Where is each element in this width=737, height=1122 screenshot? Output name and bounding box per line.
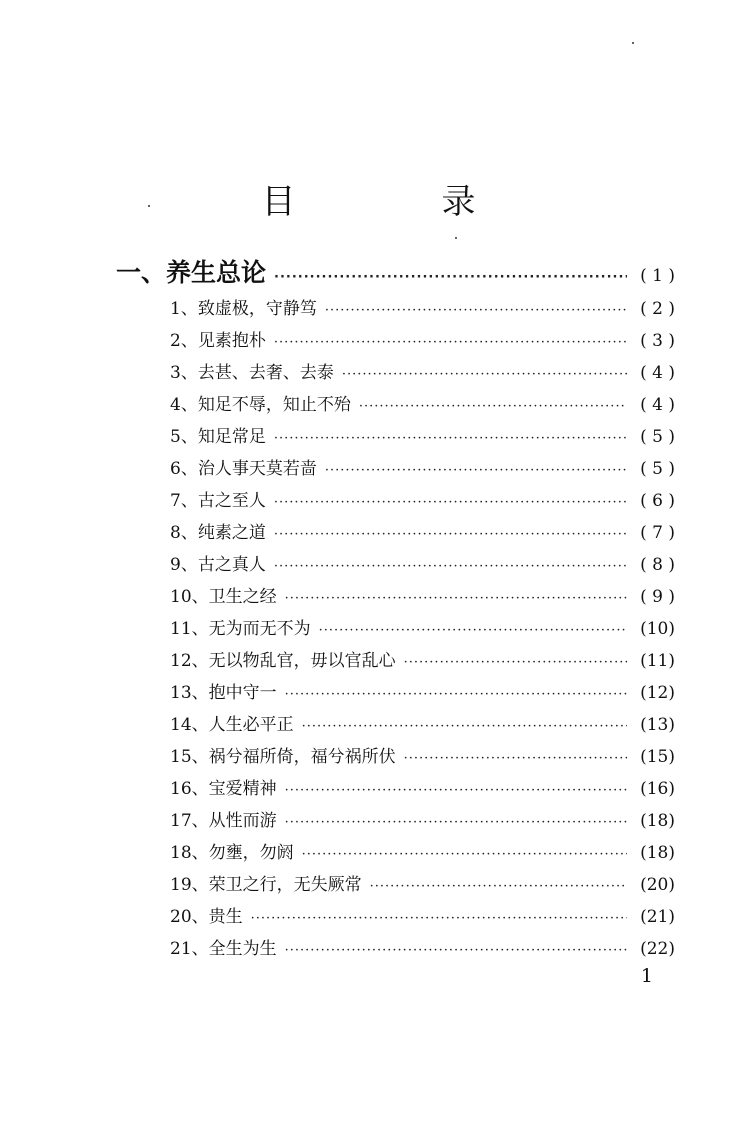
leader-dots — [251, 912, 627, 925]
toc-entry-label: 7、古之至人 — [170, 491, 266, 511]
toc-entry-label: 1、致虚极，守静笃 — [170, 299, 317, 319]
toc-entry-page: ( 4 ) — [640, 363, 675, 383]
leader-dots — [274, 528, 627, 541]
toc-entry-label: 6、治人事天莫若啬 — [170, 459, 317, 479]
toc-entry[interactable] — [170, 390, 675, 415]
toc-entry[interactable] — [170, 934, 675, 959]
toc-entry-page: (15) — [640, 747, 675, 767]
toc-entry-page: (12) — [640, 683, 675, 703]
scan-speck — [632, 42, 634, 44]
toc-entry-page: ( 2 ) — [640, 299, 675, 319]
leader-dots — [319, 624, 627, 637]
toc-entry-label: 10、卫生之经 — [170, 587, 277, 607]
toc-chapter-label: 一、养生总论 — [116, 258, 267, 287]
toc-entry[interactable] — [170, 358, 675, 383]
toc-entry[interactable] — [170, 582, 675, 607]
toc-entry[interactable] — [170, 742, 675, 767]
toc-entry-label: 13、抱中守一 — [170, 683, 277, 703]
leader-dots — [302, 848, 627, 861]
toc-entry-page: (13) — [640, 715, 675, 735]
leader-dots — [370, 880, 627, 893]
leader-dots — [274, 432, 627, 445]
toc-entry-label: 5、知足常足 — [170, 427, 266, 447]
toc-entry-label: 11、无为而无不为 — [170, 619, 311, 639]
scan-speck — [148, 205, 150, 207]
leader-dots — [285, 784, 627, 797]
toc-entry-page: ( 5 ) — [640, 459, 675, 479]
toc-entry-label: 12、无以物乱官，毋以官乱心 — [170, 651, 396, 671]
toc-entry-label: 2、见素抱朴 — [170, 331, 266, 351]
toc-entry-page: (18) — [640, 811, 675, 831]
leader-dots — [274, 336, 627, 349]
leader-dots — [325, 464, 627, 477]
toc-entry-page: ( 9 ) — [640, 587, 675, 607]
toc-entry[interactable] — [170, 326, 675, 351]
leader-dots — [404, 656, 627, 669]
toc-entry[interactable] — [170, 422, 675, 447]
toc-entry[interactable] — [170, 870, 675, 895]
toc-entry[interactable] — [170, 902, 675, 927]
toc-entry[interactable] — [170, 614, 675, 639]
toc-entry[interactable] — [170, 550, 675, 575]
toc-entry[interactable] — [170, 646, 675, 671]
leader-dots — [285, 592, 627, 605]
toc-entry-page: (20) — [640, 875, 675, 895]
toc-entry-page: (22) — [640, 939, 675, 959]
toc-entry-label: 21、全生为生 — [170, 939, 277, 959]
toc-entry[interactable] — [170, 518, 675, 543]
toc-entry-page: (21) — [640, 907, 675, 927]
leader-dots — [342, 368, 627, 381]
toc-entry-label: 3、去甚、去奢、去泰 — [170, 363, 334, 383]
leader-dots — [274, 496, 627, 509]
toc-entry-label: 16、宝爱精神 — [170, 779, 277, 799]
leader-dots — [325, 304, 627, 317]
toc-entry-label: 18、勿壅，勿阏 — [170, 843, 294, 863]
toc-entry[interactable] — [170, 486, 675, 511]
toc-entry-page: ( 4 ) — [640, 395, 675, 415]
toc-entry-page: (10) — [640, 619, 675, 639]
toc-entry[interactable] — [170, 678, 675, 703]
toc-entry[interactable] — [170, 454, 675, 479]
toc-entry-page: (11) — [640, 651, 675, 671]
toc-chapter[interactable] — [116, 253, 675, 289]
scan-speck — [455, 237, 457, 239]
leader-dots — [404, 752, 627, 765]
toc-entry[interactable] — [170, 774, 675, 799]
toc-entry-label: 14、人生必平正 — [170, 715, 294, 735]
leader-dots — [302, 720, 627, 733]
toc-entry-label: 15、祸兮福所倚，福兮祸所伏 — [170, 747, 396, 767]
toc-entry-label: 4、知足不辱，知止不殆 — [170, 395, 351, 415]
toc-entry-label: 19、荣卫之行，无失厥常 — [170, 875, 362, 895]
leader-dots — [274, 271, 627, 284]
leader-dots — [285, 816, 627, 829]
toc-entry-page: ( 3 ) — [640, 331, 675, 351]
toc-entry-label: 9、古之真人 — [170, 555, 266, 575]
page-number: 1 — [640, 965, 653, 987]
toc-entry-page: ( 7 ) — [640, 523, 675, 543]
toc-entry-page: (18) — [640, 843, 675, 863]
leader-dots — [285, 688, 627, 701]
leader-dots — [359, 400, 627, 413]
toc-entry[interactable] — [170, 838, 675, 863]
toc-entry-page: ( 5 ) — [640, 427, 675, 447]
toc-entry[interactable] — [170, 806, 675, 831]
toc-entry[interactable] — [170, 710, 675, 735]
leader-dots — [285, 944, 627, 957]
leader-dots — [274, 560, 627, 573]
toc-entry-page: ( 8 ) — [640, 555, 675, 575]
toc-entry-label: 8、纯素之道 — [170, 523, 266, 543]
toc-entry-label: 20、贵生 — [170, 907, 243, 927]
toc-entry-page: ( 6 ) — [640, 491, 675, 511]
toc-entry-page: (16) — [640, 779, 675, 799]
toc-entry[interactable] — [170, 294, 675, 319]
page-title: 目 录 — [261, 182, 532, 222]
toc-entry-label: 17、从性而游 — [170, 811, 277, 831]
toc-chapter-page: ( 1 ) — [640, 266, 675, 286]
